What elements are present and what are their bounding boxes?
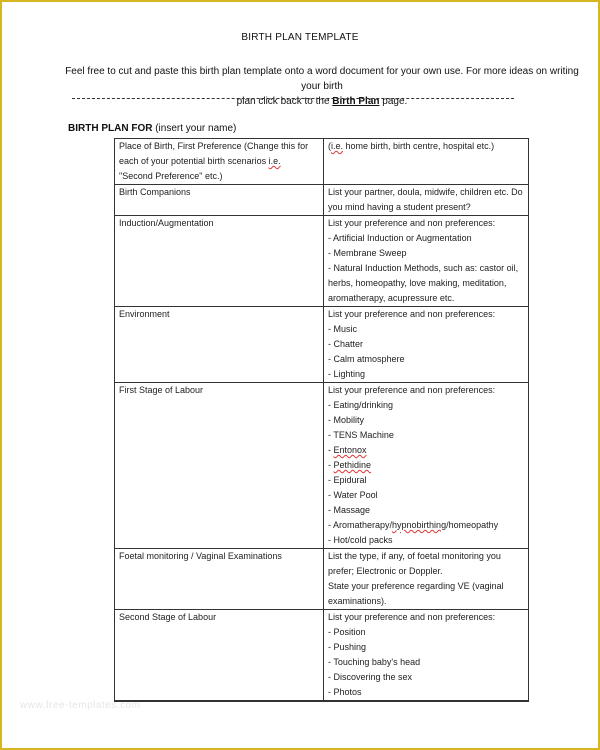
row-detail-line: - Music	[328, 324, 357, 334]
plan-for-hint: (insert your name)	[152, 123, 237, 134]
row-label-line: each of your potential birth scenarios i.e.	[119, 156, 281, 166]
row-detail-line: List your preference and non preferences:	[328, 612, 496, 622]
birth-plan-table	[114, 138, 529, 702]
intro-line-2-pre: plan click back to the	[236, 96, 333, 107]
plan-for-label: BIRTH PLAN FOR	[68, 123, 153, 134]
document-title: BIRTH PLAN TEMPLATE	[241, 32, 359, 43]
row-detail-line: - Pethidine	[328, 460, 372, 470]
table-row	[115, 139, 529, 185]
row-detail-line: - Massage	[328, 505, 371, 515]
spellcheck-word: i.e.	[331, 141, 344, 151]
row-detail-line: - Epidural	[328, 475, 367, 485]
row-label-cell[interactable]	[115, 610, 324, 701]
row-details-cell[interactable]	[324, 216, 529, 307]
row-detail-line: - Eating/drinking	[328, 400, 394, 410]
spellcheck-word: Pethidine	[333, 460, 372, 470]
plan-for-heading	[68, 123, 236, 134]
row-detail-line: - Photos	[328, 687, 362, 697]
row-detail-line: - Artificial Induction or Augmentation	[328, 233, 472, 243]
row-detail-line: List your preference and non preferences:	[328, 218, 496, 228]
row-label-line: "Second Preference" etc.)	[119, 171, 223, 181]
row-detail-line: List your preference and non preferences:	[328, 385, 496, 395]
table-row	[115, 610, 529, 701]
row-label-cell[interactable]	[115, 216, 324, 307]
row-label-cell[interactable]	[115, 383, 324, 549]
table-row	[115, 549, 529, 610]
watermark-text: www.free-templates.com	[20, 700, 141, 711]
row-label-line: First Stage of Labour	[119, 385, 204, 395]
row-label-cell[interactable]	[115, 139, 324, 185]
row-label-line: Environment	[119, 309, 170, 319]
row-detail-line: - Water Pool	[328, 490, 378, 500]
row-detail-line: - TENS Machine	[328, 430, 394, 440]
row-details-cell[interactable]	[324, 701, 529, 702]
row-detail-line: - Pushing	[328, 642, 367, 652]
row-details-cell[interactable]	[324, 185, 529, 216]
table-row	[115, 216, 529, 307]
row-label-line: Induction/Augmentation	[119, 218, 214, 228]
table-row	[115, 185, 529, 216]
table-row	[115, 307, 529, 383]
row-label-cell[interactable]	[115, 185, 324, 216]
row-detail-line: (i.e. home birth, birth centre, hospital etc.)	[328, 141, 495, 151]
row-detail-line: - Mobility	[328, 415, 365, 425]
birth-plan-link[interactable]: Birth Plan	[332, 96, 380, 107]
row-details-cell[interactable]	[324, 549, 529, 610]
row-details-cell[interactable]	[324, 139, 529, 185]
row-details-cell[interactable]	[324, 383, 529, 549]
row-detail-line: - Touching baby's head	[328, 657, 421, 667]
row-label-line: Foetal monitoring / Vaginal Examinations	[119, 551, 282, 561]
document-page	[2, 2, 598, 748]
row-detail-line: - Chatter	[328, 339, 364, 349]
row-detail-line: aromatherapy, acupressure etc.	[328, 293, 455, 303]
row-detail-line: List the type, if any, of foetal monitoring you	[328, 551, 501, 561]
row-details-cell[interactable]	[324, 610, 529, 701]
intro-line-1: Feel free to cut and paste this birth plan template onto a word document for your own use. For more ideas on writing your birth	[65, 66, 579, 92]
row-detail-line: List your preference and non preferences:	[328, 309, 496, 319]
intro-paragraph	[62, 64, 582, 109]
row-detail-line: - Lighting	[328, 369, 366, 379]
row-detail-line: herbs, homeopathy, love making, meditation,	[328, 278, 507, 288]
dashed-divider	[72, 98, 514, 99]
row-detail-line: State your preference regarding VE (vaginal	[328, 581, 504, 591]
row-detail-line: - Membrane Sweep	[328, 248, 407, 258]
row-detail-line: you mind having a student present?	[328, 202, 471, 212]
row-detail-line: - Calm atmosphere	[328, 354, 405, 364]
table-row	[115, 701, 529, 702]
row-detail-line: - Aromatherapy/hypnobirthing/homeopathy	[328, 520, 499, 530]
row-label-cell[interactable]	[115, 701, 324, 702]
row-detail-line: - Position	[328, 627, 366, 637]
row-label-cell[interactable]	[115, 549, 324, 610]
intro-line-2-post: page.	[379, 96, 408, 107]
row-label-line: Second Stage of Labour	[119, 612, 217, 622]
row-detail-line: - Natural Induction Methods, such as: castor oil,	[328, 263, 519, 273]
row-detail-line: - Entonox	[328, 445, 367, 455]
row-details-cell[interactable]	[324, 307, 529, 383]
spellcheck-word: hypnobirthing	[392, 520, 447, 530]
spellcheck-word: i.e.	[268, 156, 281, 166]
row-label-line: Birth Companions	[119, 187, 191, 197]
row-detail-line: examinations).	[328, 596, 387, 606]
row-detail-line: List your partner, doula, midwife, children etc. Do	[328, 187, 523, 197]
row-detail-line: - Hot/cold packs	[328, 535, 393, 545]
row-detail-line: - Discovering the sex	[328, 672, 413, 682]
table-row	[115, 383, 529, 549]
row-detail-line: prefer; Electronic or Doppler.	[328, 566, 443, 576]
spellcheck-word: Entonox	[333, 445, 367, 455]
row-label-line: Place of Birth, First Preference (Change this for	[119, 141, 309, 151]
row-label-cell[interactable]	[115, 307, 324, 383]
